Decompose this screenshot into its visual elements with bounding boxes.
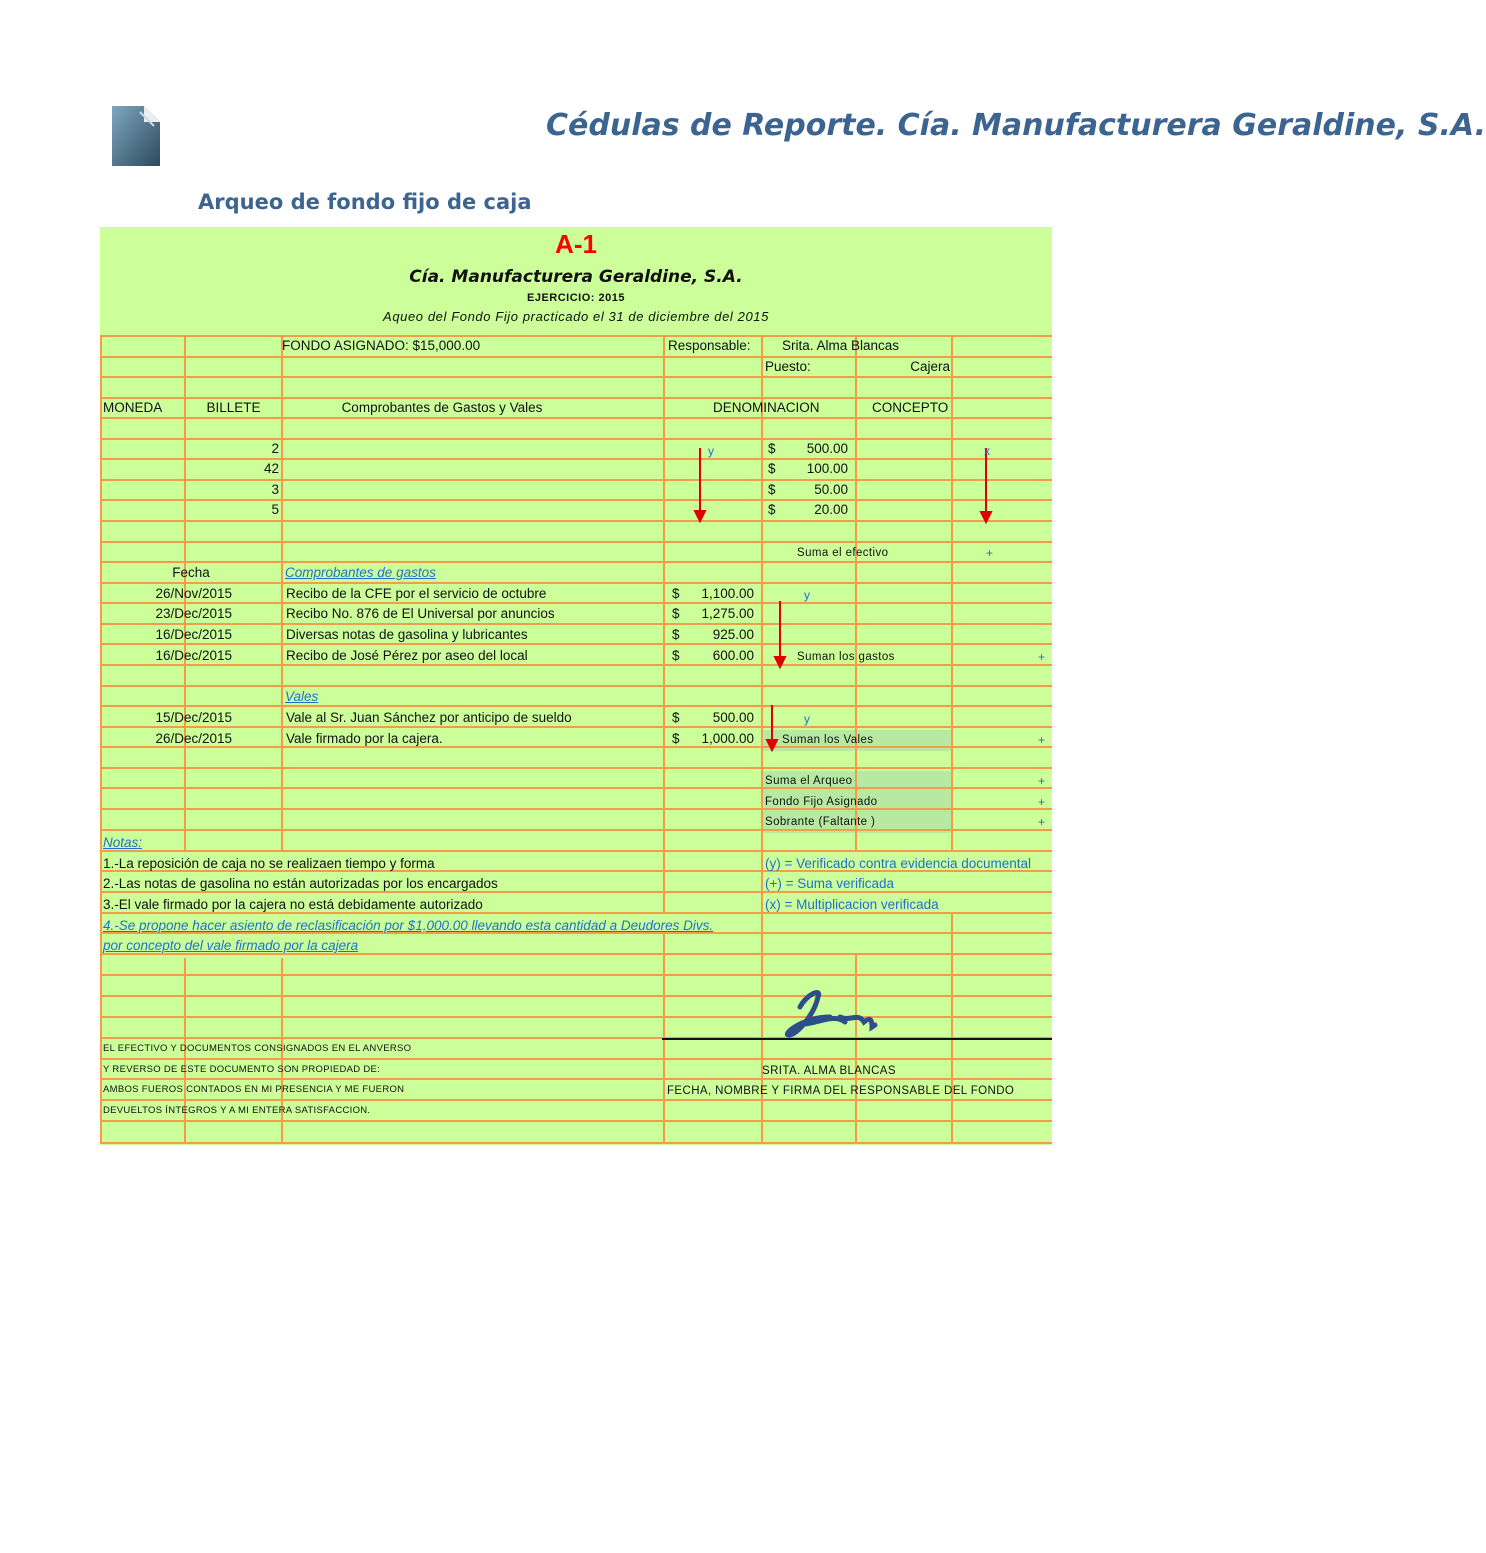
cash-amount: 100.00 [806, 461, 848, 476]
voucher-date: 26/Dec/2015 [155, 731, 232, 746]
vales-header: Vales [285, 689, 319, 704]
cash-count: 2 [271, 441, 279, 456]
audit-sheet [100, 227, 1052, 1145]
legend-item: (y) = Verificado contra evidencia documental [765, 856, 1032, 871]
expense-currency: $ [672, 627, 680, 642]
fund-assigned: FONDO ASIGNADO: $15,000.00 [282, 338, 481, 353]
position-label: Puesto: [765, 359, 811, 374]
sum-mark: + [1038, 815, 1046, 829]
disclaimer-line: AMBOS FUEROS CONTADOS EN MI PRESENCIA Y ME FUERON [103, 1084, 405, 1095]
voucher-amount: 500.00 [712, 710, 754, 725]
sum-mark: + [1038, 795, 1046, 809]
surplus-shortage-label: Sobrante (Faltante ) [765, 816, 876, 828]
expense-amount: 600.00 [712, 648, 754, 663]
company-name: Cía. Manufacturera Geraldine, S.A. [409, 267, 743, 287]
col-header-denominacion: DENOMINACION [713, 400, 820, 415]
audit-subject: Aqueo del Fondo Fijo practicado el 31 de diciembre del 2015 [383, 309, 769, 324]
verified-mark: y [804, 588, 810, 602]
sum-mark: + [986, 546, 994, 560]
disclaimer-line: DEVUELTOS ÍNTEGROS Y A MI ENTERA SATISFACCION. [103, 1105, 371, 1116]
col-header-moneda: MONEDA [103, 400, 163, 415]
sum-mark: + [1038, 733, 1046, 747]
responsible-name: Srita. Alma Blancas [782, 338, 900, 353]
disclaimer-line: EL EFECTIVO Y DOCUMENTOS CONSIGNADOS EN EL ANVERSO [103, 1043, 412, 1054]
expense-date: 26/Nov/2015 [155, 586, 232, 601]
verified-mark: y [804, 712, 810, 726]
note-item: 1.-La reposición de caja no se realizaen tiempo y forma [103, 856, 435, 871]
cash-amount: 500.00 [806, 441, 848, 456]
report-subtitle: Arqueo de fondo fijo de caja [198, 190, 532, 214]
voucher-currency: $ [672, 710, 680, 725]
cash-currency: $ [768, 461, 776, 476]
cash-count: 42 [263, 461, 279, 476]
voucher-description: Vale al Sr. Juan Sánchez por anticipo de sueldo [286, 710, 572, 725]
sum-mark: + [1038, 774, 1046, 788]
sum-vouchers-label: Suman los Vales [782, 734, 874, 746]
sum-audit-label: Suma el Arqueo [765, 775, 853, 787]
voucher-currency: $ [672, 731, 680, 746]
signer-name: SRITA. ALMA BLANCAS [762, 1065, 896, 1077]
document-icon [110, 106, 160, 166]
expense-date: 23/Dec/2015 [155, 606, 232, 621]
proposal-line: por concepto del vale firmado por la cajera [103, 938, 359, 953]
disclaimer-line: Y REVERSO DE ESTE DOCUMENTO SON PROPIEDAD DE: [103, 1064, 381, 1075]
col-header-comprobantes: Comprobantes de Gastos y Vales [341, 400, 543, 415]
expense-currency: $ [672, 648, 680, 663]
legend-item: (x) = Multiplicacion verificada [765, 897, 939, 912]
signer-caption: FECHA, NOMBRE Y FIRMA DEL RESPONSABLE DEL FONDO [667, 1085, 1015, 1097]
cash-count: 5 [271, 502, 279, 517]
expense-description: Recibo de José Pérez por aseo del local [286, 648, 528, 663]
verified-mark: y [708, 444, 714, 458]
expense-description: Recibo de la CFE por el servicio de octubre [286, 586, 547, 601]
report-title: Cédulas de Reporte. Cía. Manufacturera Geraldine, S.A. [546, 108, 1486, 143]
col-header-concepto: CONCEPTO [872, 400, 949, 415]
expense-amount: 1,275.00 [701, 606, 754, 621]
note-item: 3.-El vale firmado por la cajera no está debidamente autorizado [103, 897, 483, 912]
expense-description: Recibo No. 876 de El Universal por anuncios [286, 606, 555, 621]
cash-amount: 50.00 [814, 482, 848, 497]
sum-mark: + [1038, 650, 1046, 664]
note-item: 2.-Las notas de gasolina no están autorizadas por los encargados [103, 876, 498, 891]
position-value: Cajera [910, 359, 950, 374]
proposal-line: 4.-Se propone hacer asiento de reclasificación por $1,000.00 llevando esta cantidad a Deudores Divs. [103, 918, 714, 933]
col-header-billete: BILLETE [206, 400, 261, 415]
date-header: Fecha [172, 565, 210, 580]
expense-currency: $ [672, 586, 680, 601]
expenses-header: Comprobantes de gastos [285, 565, 436, 580]
expense-amount: 1,100.00 [701, 586, 754, 601]
voucher-date: 15/Dec/2015 [155, 710, 232, 725]
legend-item: (+) = Suma verificada [765, 876, 895, 891]
voucher-amount: 1,000.00 [701, 731, 754, 746]
responsible-label: Responsable: [668, 338, 751, 353]
exercise-year: EJERCICIO: 2015 [527, 292, 625, 304]
cash-count: 3 [271, 482, 279, 497]
expense-date: 16/Dec/2015 [155, 627, 232, 642]
fixed-fund-label: Fondo Fijo Asignado [765, 796, 878, 808]
voucher-description: Vale firmado por la cajera. [286, 731, 443, 746]
expense-date: 16/Dec/2015 [155, 648, 232, 663]
multiplication-mark: x [984, 444, 990, 458]
cash-currency: $ [768, 482, 776, 497]
sum-expenses-label: Suman los gastos [797, 651, 895, 663]
expense-amount: 925.00 [712, 627, 754, 642]
expense-description: Diversas notas de gasolina y lubricantes [286, 627, 528, 642]
expense-currency: $ [672, 606, 680, 621]
cash-currency: $ [768, 441, 776, 456]
cash-amount: 20.00 [814, 502, 848, 517]
signature-mark [787, 992, 875, 1035]
cash-currency: $ [768, 502, 776, 517]
sheet-code: A-1 [555, 229, 597, 259]
sum-cash-label: Suma el efectivo [797, 547, 889, 559]
notes-header: Notas: [103, 835, 143, 850]
